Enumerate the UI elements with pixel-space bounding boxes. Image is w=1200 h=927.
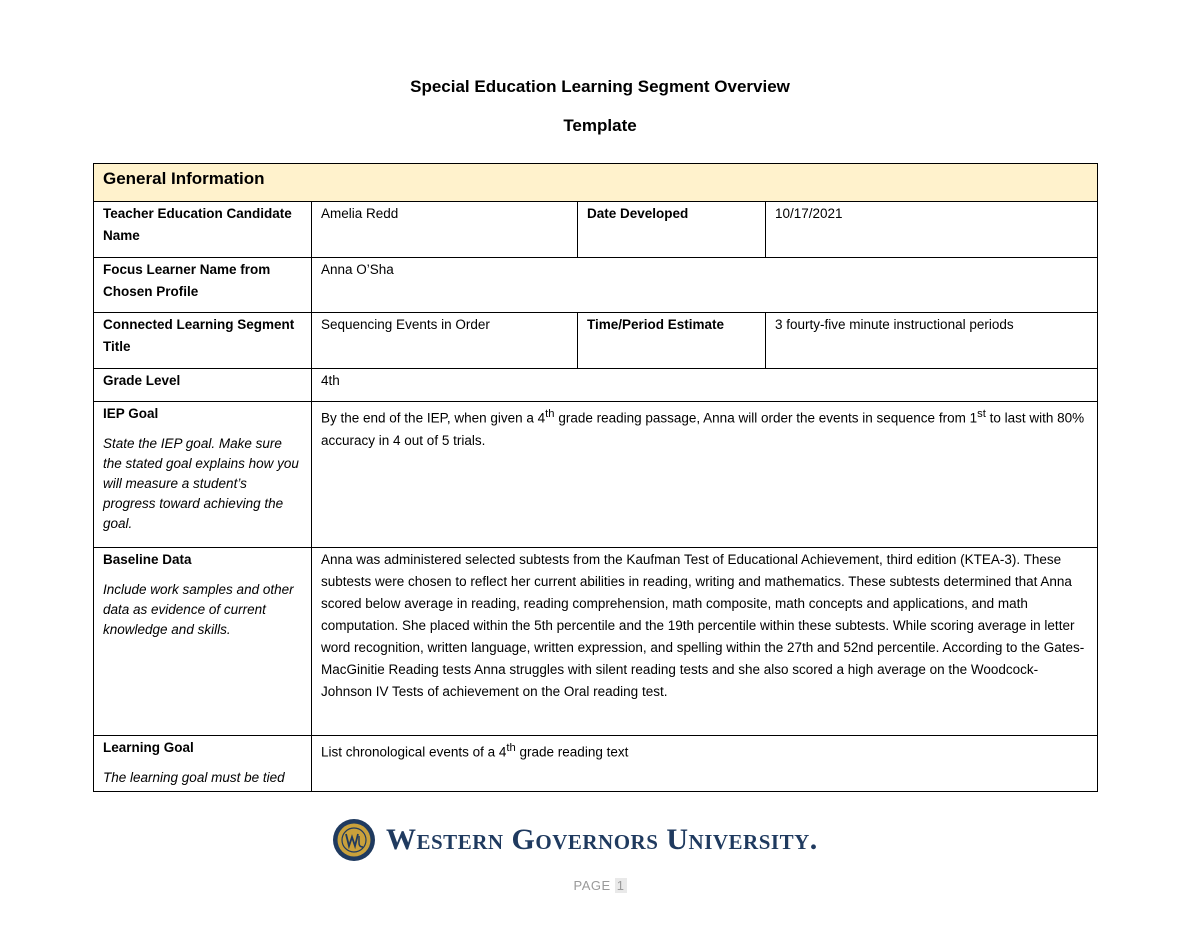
learning-goal-text-1: List chronological events of a 4 xyxy=(321,744,507,760)
baseline-data-label: Baseline Data xyxy=(103,552,192,567)
grade-level-label: Grade Level xyxy=(94,369,312,402)
document-title: Special Education Learning Segment Overview xyxy=(410,77,790,96)
focus-learner-value: Anna O’Sha xyxy=(312,258,1098,313)
table-row xyxy=(94,402,1098,548)
section-header-row xyxy=(94,164,1098,202)
wgu-logo xyxy=(332,817,818,863)
document-subtitle: Template xyxy=(563,116,637,135)
table-row xyxy=(94,369,1098,402)
page-label: PAGE xyxy=(573,878,611,893)
time-estimate-value: 3 fourty-five minute instructional periods xyxy=(766,313,1098,369)
table-row xyxy=(94,258,1098,313)
baseline-data-cell xyxy=(94,548,312,736)
baseline-data-value: Anna was administered selected subtests from the Kaufman Test of Educational Achievement, third edition (KTEA-3). These subtests were chosen to reflect her current abilities in reading, writing and mathematics. These subtests determined that Anna scored below average in reading, reading comprehension, math composite, math concepts and applications, and math computation. She placed within the 5th percentile and the 19th percentile within these subtests. While scoring average in letter word recognition, written language, written expression, and spelling within the 27th and 52nd percentile. According to the Gates-MacGinitie Reading tests Anna struggles with silent reading tests and she also scored a high average on the Woodcock-Johnson IV Tests of achievement on the Oral reading test. xyxy=(312,548,1098,736)
time-estimate-label: Time/Period Estimate xyxy=(578,313,766,369)
section-header: General Information xyxy=(94,164,1098,202)
table-row xyxy=(94,313,1098,369)
candidate-value: Amelia Redd xyxy=(312,202,578,258)
baseline-data-hint: Include work samples and other data as evidence of current knowledge and skills. xyxy=(103,582,294,637)
page-indicator xyxy=(0,878,1200,893)
date-label: Date Developed xyxy=(578,202,766,258)
table-row xyxy=(94,548,1098,736)
page-number: 1 xyxy=(616,878,625,893)
iep-goal-cell xyxy=(94,402,312,548)
iep-goal-sup-2: st xyxy=(977,408,986,420)
wgu-logo-text: Western Governors University. xyxy=(386,823,818,856)
segment-title-label: Connected Learning Segment Title xyxy=(94,313,312,369)
candidate-label: Teacher Education Candidate Name xyxy=(94,202,312,258)
date-value: 10/17/2021 xyxy=(766,202,1098,258)
iep-goal-hint: State the IEP goal. Make sure the stated goal explains how you will measure a student’s progress toward achieving the goal. xyxy=(103,436,299,531)
iep-goal-text-1: By the end of the IEP, when given a 4 xyxy=(321,410,546,426)
iep-goal-text-3: to last with 80% accuracy in 4 out of 5 trials. xyxy=(321,410,1085,448)
learning-goal-text-2: grade reading text xyxy=(515,744,629,760)
iep-goal-label: IEP Goal xyxy=(103,406,159,421)
iep-goal-text-2: grade reading passage, Anna will order the events in sequence from 1 xyxy=(554,410,978,426)
learning-goal-hint: The learning goal must be tied xyxy=(103,770,285,785)
focus-learner-label: Focus Learner Name from Chosen Profile xyxy=(94,258,312,313)
learning-goal-value xyxy=(312,736,1098,792)
grade-level-value: 4th xyxy=(312,369,1098,402)
table-row xyxy=(94,736,1098,792)
iep-goal-value xyxy=(312,402,1098,548)
wgu-seal-icon xyxy=(332,818,376,862)
table-row xyxy=(94,202,1098,258)
overview-table xyxy=(93,163,1098,792)
learning-goal-label: Learning Goal xyxy=(103,740,194,755)
learning-goal-cell xyxy=(94,736,312,792)
learning-goal-sup: th xyxy=(506,742,516,754)
segment-title-value: Sequencing Events in Order xyxy=(312,313,578,369)
iep-goal-sup-1: th xyxy=(545,408,555,420)
